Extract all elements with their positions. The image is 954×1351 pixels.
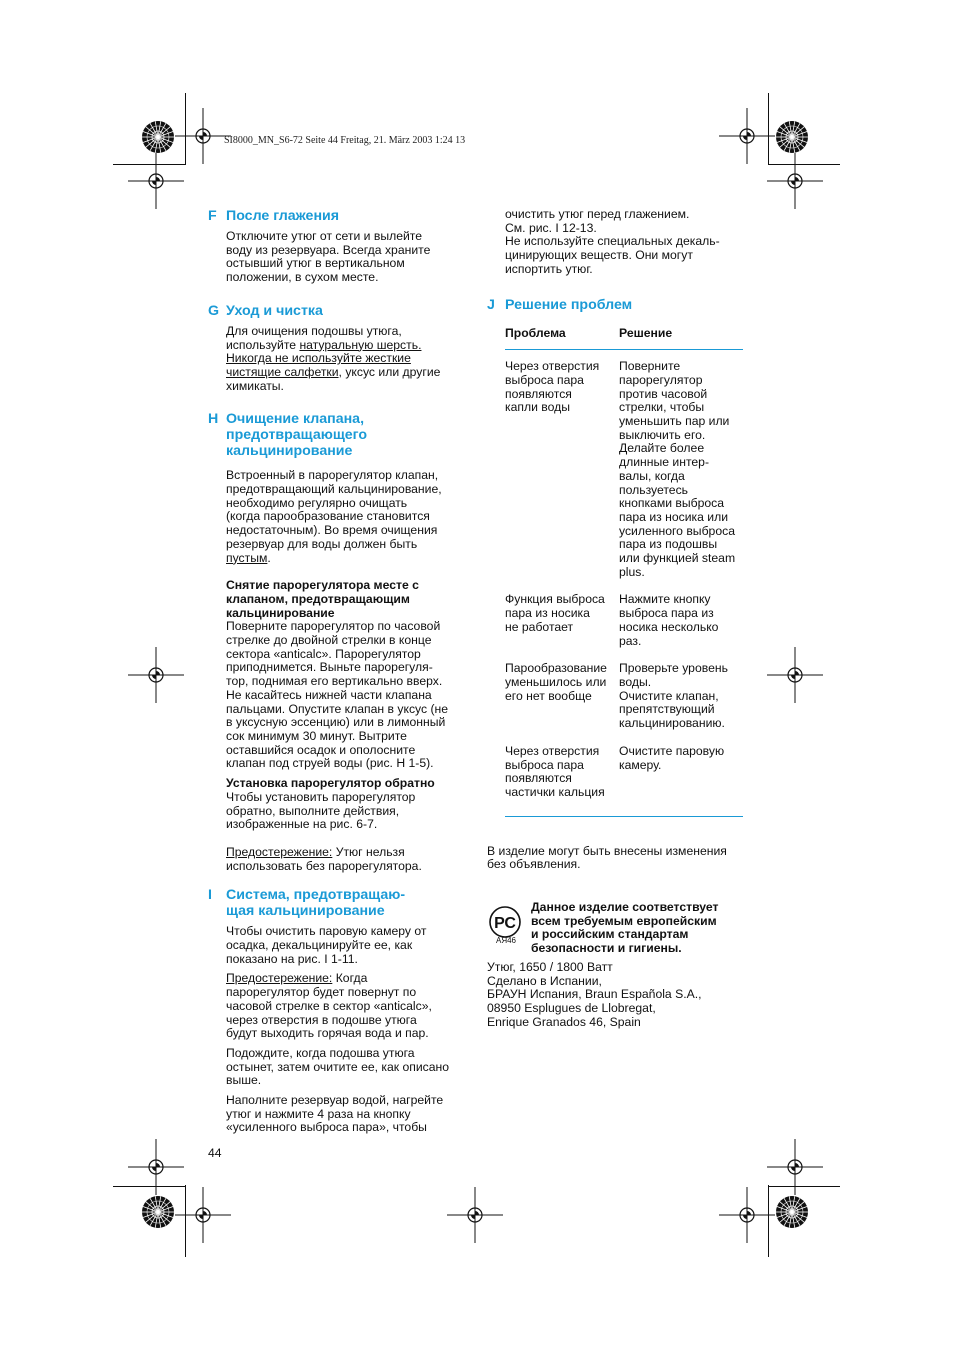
color-target-mark: [774, 119, 810, 155]
text-line: [226, 972, 478, 986]
section-letter: G: [208, 302, 220, 319]
text-line: всем требуемым европейским: [531, 913, 717, 928]
cell-line: пара из носика: [505, 606, 590, 621]
text-line: парорегулятор будет повернут по: [226, 985, 417, 1000]
underlined-text: пустым: [226, 550, 268, 565]
text-line: [226, 339, 478, 353]
section-title: Очищение клапана,: [226, 411, 365, 428]
section-g: [208, 303, 478, 319]
text-line: [226, 366, 478, 380]
section-letter: F: [208, 208, 217, 224]
text-line: безопасности и гигиены.: [531, 941, 682, 956]
text-line: будут выходить горячая вода и пар.: [226, 1026, 429, 1041]
cert-code: АЯ46: [495, 936, 517, 945]
cell-line: уменьшилось или: [505, 674, 607, 689]
text-line: Встроенный в парорегулятор клапан,: [226, 468, 439, 483]
section-f-body: [208, 230, 478, 285]
cell-line: или функцией steam: [619, 551, 736, 566]
cell-line: выброса пара: [505, 757, 584, 772]
table-row: [505, 593, 743, 662]
certification-text: [531, 901, 718, 956]
section-h: [208, 411, 478, 459]
cell-line: капли воды: [505, 400, 571, 415]
section-title: Уход и чистка: [226, 302, 323, 319]
warning-label: Предостережение:: [226, 844, 333, 859]
registration-mark: [765, 151, 825, 211]
section-i-body: [208, 925, 478, 1135]
text-line: Для очищения подошвы утюга,: [226, 323, 402, 338]
cell-line: парорегулятор: [619, 372, 703, 387]
text-line: осадка, декальцинируйте ее, как: [226, 938, 413, 953]
text-span: .: [267, 550, 271, 565]
cell-line: появляются: [505, 386, 572, 401]
text-line: Поверните парорегулятор по часовой: [226, 619, 441, 634]
text-line: «усиленного выброса пара», чтобы: [226, 1120, 427, 1135]
cell-line: препятствующий: [619, 702, 715, 717]
table-row: [505, 745, 743, 816]
cell-line: выброса пара из: [619, 606, 714, 621]
cell-line: пара из носика или: [619, 509, 729, 524]
solution-cell: [619, 593, 743, 662]
cell-line: Проверьте уровень: [619, 661, 728, 676]
cell-line: раз.: [619, 633, 642, 648]
text-line: очистить утюг перед глажением.: [505, 207, 690, 221]
cert-mark-letters: РС: [494, 915, 516, 933]
certification-block: [487, 901, 757, 961]
cell-line: выключить его.: [619, 427, 706, 442]
text-line: Данное изделие соответствует: [531, 900, 719, 915]
column-header-solution: Решение: [619, 327, 743, 350]
cell-line: длинные интер-: [619, 455, 710, 470]
rst-certification-icon: [487, 906, 527, 944]
cell-line: камеру.: [619, 757, 662, 772]
text-line: остынет, затем очитите ее, как описано: [226, 1059, 450, 1074]
text-line: химикаты.: [226, 378, 284, 393]
text-line: изображенные на рис. 6-7.: [226, 817, 378, 832]
text-line: Наполните резервуар водой, нагрейте: [226, 1093, 444, 1108]
cell-line: частички кальция: [505, 784, 605, 799]
section-title: кальцинирование: [226, 443, 353, 460]
registration-mark: [126, 151, 186, 211]
section-letter: J: [487, 296, 495, 313]
color-target-mark: [140, 1194, 176, 1230]
text-line: Не используйте специальных декаль-: [505, 234, 720, 249]
solution-cell: [619, 745, 743, 816]
cell-line: его нет вообще: [505, 688, 592, 703]
subheading: клапаном, предотвращающим: [226, 591, 410, 606]
text-line: (когда парообразование становится: [226, 509, 430, 524]
cell-line: стрелки, чтобы: [619, 400, 705, 415]
text-line: в уксусную эссенцию) или в лимонный: [226, 715, 446, 730]
problem-cell: [505, 745, 619, 816]
text-span: Когда: [332, 971, 368, 986]
cell-line: кальцинированию.: [619, 716, 725, 731]
troubleshooting-table: [505, 327, 743, 817]
text-line: оставшийся осадок и ополосните: [226, 742, 416, 757]
cell-line: Парообразование: [505, 661, 607, 676]
text-line: сок минимум 30 минут. Вытрите: [226, 728, 407, 743]
text-line: остывший утюг в вертикальном: [226, 256, 405, 271]
cell-line: появляются: [505, 771, 572, 786]
underlined-text: натуральную шерсть.: [299, 337, 422, 352]
print-slug: SI8000_MN_S6-72 Seite 44 Freitag, 21. März 2003 1:24 13: [224, 135, 466, 146]
text-line: Сделано в Испании,: [487, 973, 602, 988]
text-line: См. рис. I 12-13.: [505, 220, 597, 235]
section-i: [208, 887, 478, 919]
cell-line: усиленного выброса: [619, 523, 735, 538]
text-line: воду из резервуара. Всегда храните: [226, 242, 431, 257]
text-line: обратно, выполните действия,: [226, 803, 400, 818]
right-column: [487, 208, 757, 1030]
text-span: используйте: [226, 337, 300, 352]
text-line: Чтобы установить парорегулятор: [226, 789, 416, 804]
cell-line: Нажмите кнопку: [619, 592, 711, 607]
warning-label: Предостережение:: [226, 971, 333, 986]
column-header-problem: Проблема: [505, 327, 619, 350]
text-line: показано на рис. I 1-11.: [226, 951, 358, 966]
text-line: Enrique Granados 46, Spain: [487, 1014, 641, 1029]
registration-mark: [445, 1185, 505, 1245]
registration-mark: [126, 645, 186, 705]
table-row: [505, 662, 743, 745]
section-j: [487, 297, 757, 313]
cell-line: не работает: [505, 619, 574, 634]
text-line: цинирующих веществ. Они могут: [505, 248, 693, 263]
cell-line: Через отверстия: [505, 743, 600, 758]
section-f: [208, 208, 478, 224]
text-line: клапан под струей воды (рис. H 1-5).: [226, 756, 434, 771]
cell-line: Поверните: [619, 359, 681, 374]
text-line: предотвращающий кальцинирование,: [226, 482, 442, 497]
text-line: Отключите утюг от сети и вылейте: [226, 229, 422, 243]
cell-line: носика несколько: [619, 619, 719, 634]
cell-line: выброса пара: [505, 372, 584, 387]
table-row: [505, 350, 743, 594]
text-line: через отверстия в подошве утюга: [226, 1012, 417, 1027]
text-line: использовать без парорегулятора.: [226, 858, 422, 873]
color-target-mark: [774, 1194, 810, 1230]
cell-line: кнопками выброса: [619, 496, 725, 511]
page-number: 44: [208, 1146, 222, 1160]
cell-line: Делайте более: [619, 441, 705, 456]
registration-mark: [717, 1185, 777, 1245]
section-h-body: [208, 469, 478, 873]
problem-cell: [505, 593, 619, 662]
color-target-mark: [140, 119, 176, 155]
registration-mark: [173, 1185, 233, 1245]
table-header-row: [505, 327, 743, 350]
text-line: утюг и нажмите 4 раза на кнопку: [226, 1106, 411, 1121]
text-span: , уксус или другие: [338, 364, 441, 379]
section-letter: H: [208, 411, 219, 428]
text-line: часовой стрелке в сектор «anticalc»,: [226, 998, 432, 1013]
section-title: щая кальцинирование: [226, 903, 385, 920]
text-line: [226, 846, 478, 860]
problem-cell: [505, 662, 619, 745]
solution-cell: [619, 350, 743, 594]
text-line: Утюг, 1650 / 1800 Ватт: [487, 960, 613, 975]
text-line: недостаточным). Во время очищения: [226, 523, 438, 538]
text-line: тор, поднимая его вертикально вверх.: [226, 674, 443, 689]
subheading: Установка парорегулятор обратно: [226, 776, 435, 791]
cell-line: воды.: [619, 674, 652, 689]
section-letter: I: [208, 887, 212, 904]
cell-line: Очистите клапан,: [619, 688, 719, 703]
subheading: кальцинирование: [226, 605, 335, 620]
section-title: Решение проблем: [505, 296, 633, 313]
text-line: без объявления.: [487, 857, 581, 872]
underlined-text: Никогда не используйте жесткие: [226, 351, 411, 366]
text-line: Чтобы очистить паровую камеру от: [226, 924, 427, 939]
cell-line: против часовой: [619, 386, 708, 401]
problem-cell: [505, 350, 619, 594]
registration-mark: [765, 645, 825, 705]
cell-line: Функция выброса: [505, 592, 605, 607]
cell-line: Очистите паровую: [619, 743, 725, 758]
text-line: Подождите, когда подошва утюга: [226, 1045, 415, 1060]
text-line: [226, 552, 478, 566]
text-span: Утюг нельзя: [332, 844, 405, 859]
left-column: [208, 208, 478, 1135]
text-line: необходимо регулярно очищать: [226, 495, 408, 510]
section-title: предотвращающего: [226, 427, 368, 444]
text-line: резервуар для воды должен быть: [226, 536, 418, 551]
text-line: и российским стандартам: [531, 927, 689, 942]
text-line: выше.: [226, 1073, 262, 1088]
manufacturer-address: [487, 961, 757, 1030]
cell-line: Через отверстия: [505, 359, 600, 374]
solution-cell: [619, 662, 743, 745]
cell-line: уменьшить пар или: [619, 414, 730, 429]
text-line: Не касайтесь нижней части клапана: [226, 687, 432, 702]
text-line: стрелке до двойной стрелки в конце: [226, 633, 432, 648]
text-line: приподнимется. Выньте парорегуля-: [226, 660, 433, 675]
underlined-text: чистящие салфетки: [226, 364, 339, 379]
section-g-body: [208, 325, 478, 394]
text-line: положении, в сухом месте.: [226, 270, 379, 285]
cell-line: пара из подошвы: [619, 537, 718, 552]
section-title: Система, предотвращаю-: [226, 887, 406, 904]
text-line: испортить утюг.: [505, 261, 593, 276]
cell-line: пользуетесь: [619, 482, 689, 497]
cell-line: plus.: [619, 564, 645, 579]
text-line: сектора «anticalc». Парорегулятор: [226, 646, 421, 661]
subheading: Снятие парорегулятора месте с: [226, 578, 419, 593]
text-line: В изделие могут быть внесены изменения: [487, 843, 727, 858]
section-i-continued: [487, 208, 757, 277]
section-title: После глажения: [226, 208, 340, 224]
cell-line: валы, когда: [619, 468, 685, 483]
text-line: 08950 Esplugues de Llobregat,: [487, 1001, 656, 1016]
text-line: БРАУН Испания, Braun Española S.A.,: [487, 987, 702, 1002]
text-line: пальцами. Опустите клапан в уксус (не: [226, 701, 449, 716]
